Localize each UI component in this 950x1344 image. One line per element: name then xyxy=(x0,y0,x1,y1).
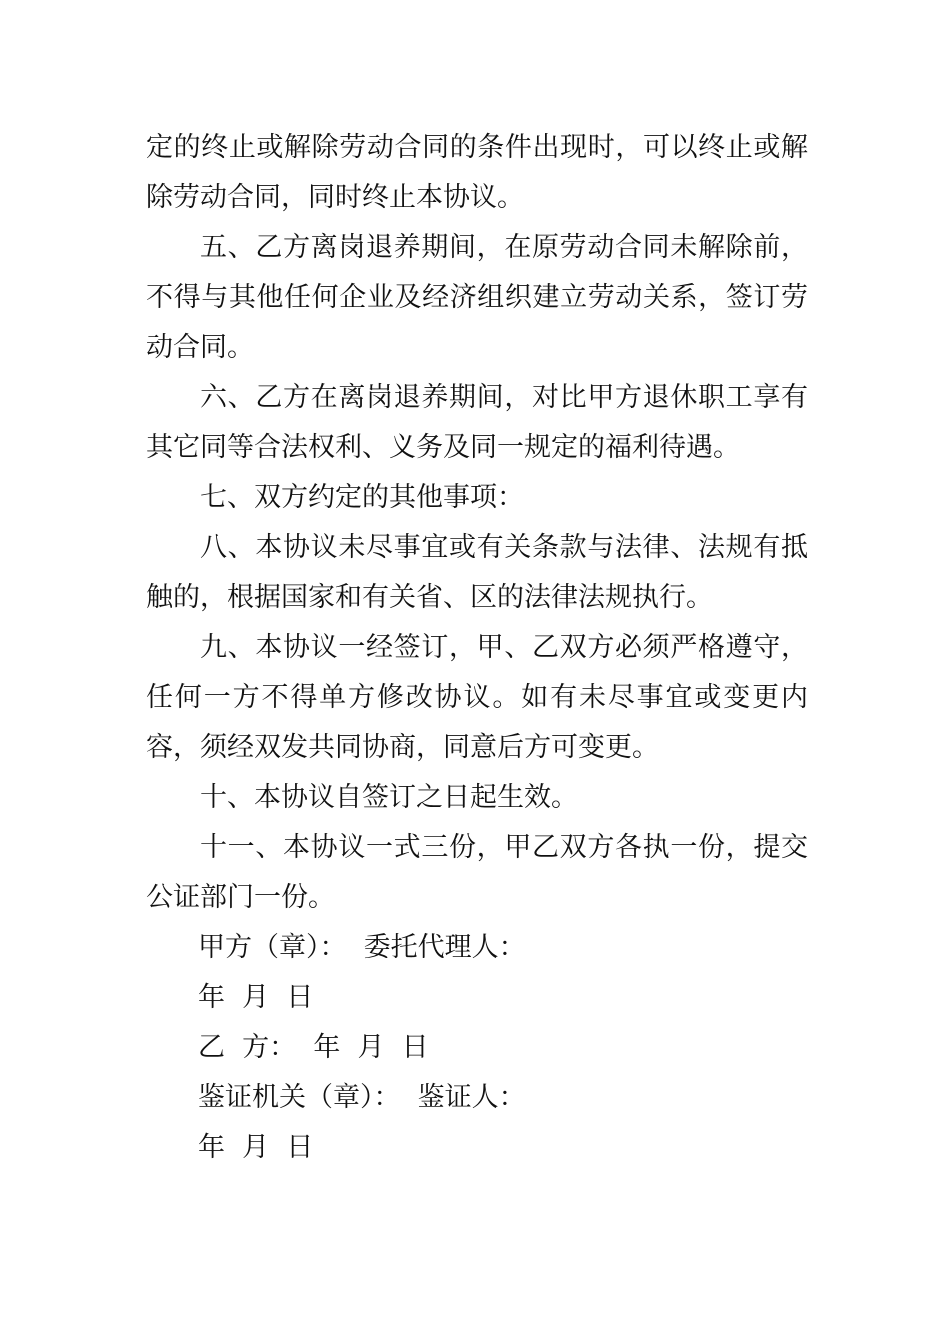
clause-8: 八、本协议未尽事宜或有关条款与法律、法规有抵触的，根据国家和有关省、区的法律法规执行。 xyxy=(146,532,808,613)
clause-6: 六、乙方在离岗退养期间，对比甲方退休职工享有其它同等合法权利、义务及同一规定的福利待遇。 xyxy=(146,382,808,463)
clause-10: 十、本协议自签订之日起生效。 xyxy=(200,782,578,813)
clause-9: 九、本协议一经签订，甲、乙双方必须严格遵守，任何一方不得单方修改协议。如有未尽事宜或变更内容，须经双发共同协商，同意后方可变更。 xyxy=(146,632,808,763)
document-body xyxy=(146,123,808,1173)
party-b-signature-line: 乙 方： 年 月 日 xyxy=(198,1032,429,1063)
paragraph-continuation: 定的终止或解除劳动合同的条件出现时，可以终止或解除劳动合同，同时终止本协议。 xyxy=(146,132,808,213)
party-a-signature-line: 甲方（章）： 委托代理人： xyxy=(198,932,526,963)
party-a-date-line: 年 月 日 xyxy=(198,982,314,1013)
clause-11: 十一、本协议一式三份，甲乙双方各执一份，提交公证部门一份。 xyxy=(146,832,808,913)
clause-5: 五、乙方离岗退养期间，在原劳动合同未解除前，不得与其他任何企业及经济组织建立劳动关系，签订劳动合同。 xyxy=(146,232,808,363)
authentication-authority-line: 鉴证机关（章）： 鉴证人： xyxy=(198,1082,526,1113)
clause-7: 七、双方约定的其他事项： xyxy=(200,482,524,513)
authentication-date-line: 年 月 日 xyxy=(198,1132,314,1163)
